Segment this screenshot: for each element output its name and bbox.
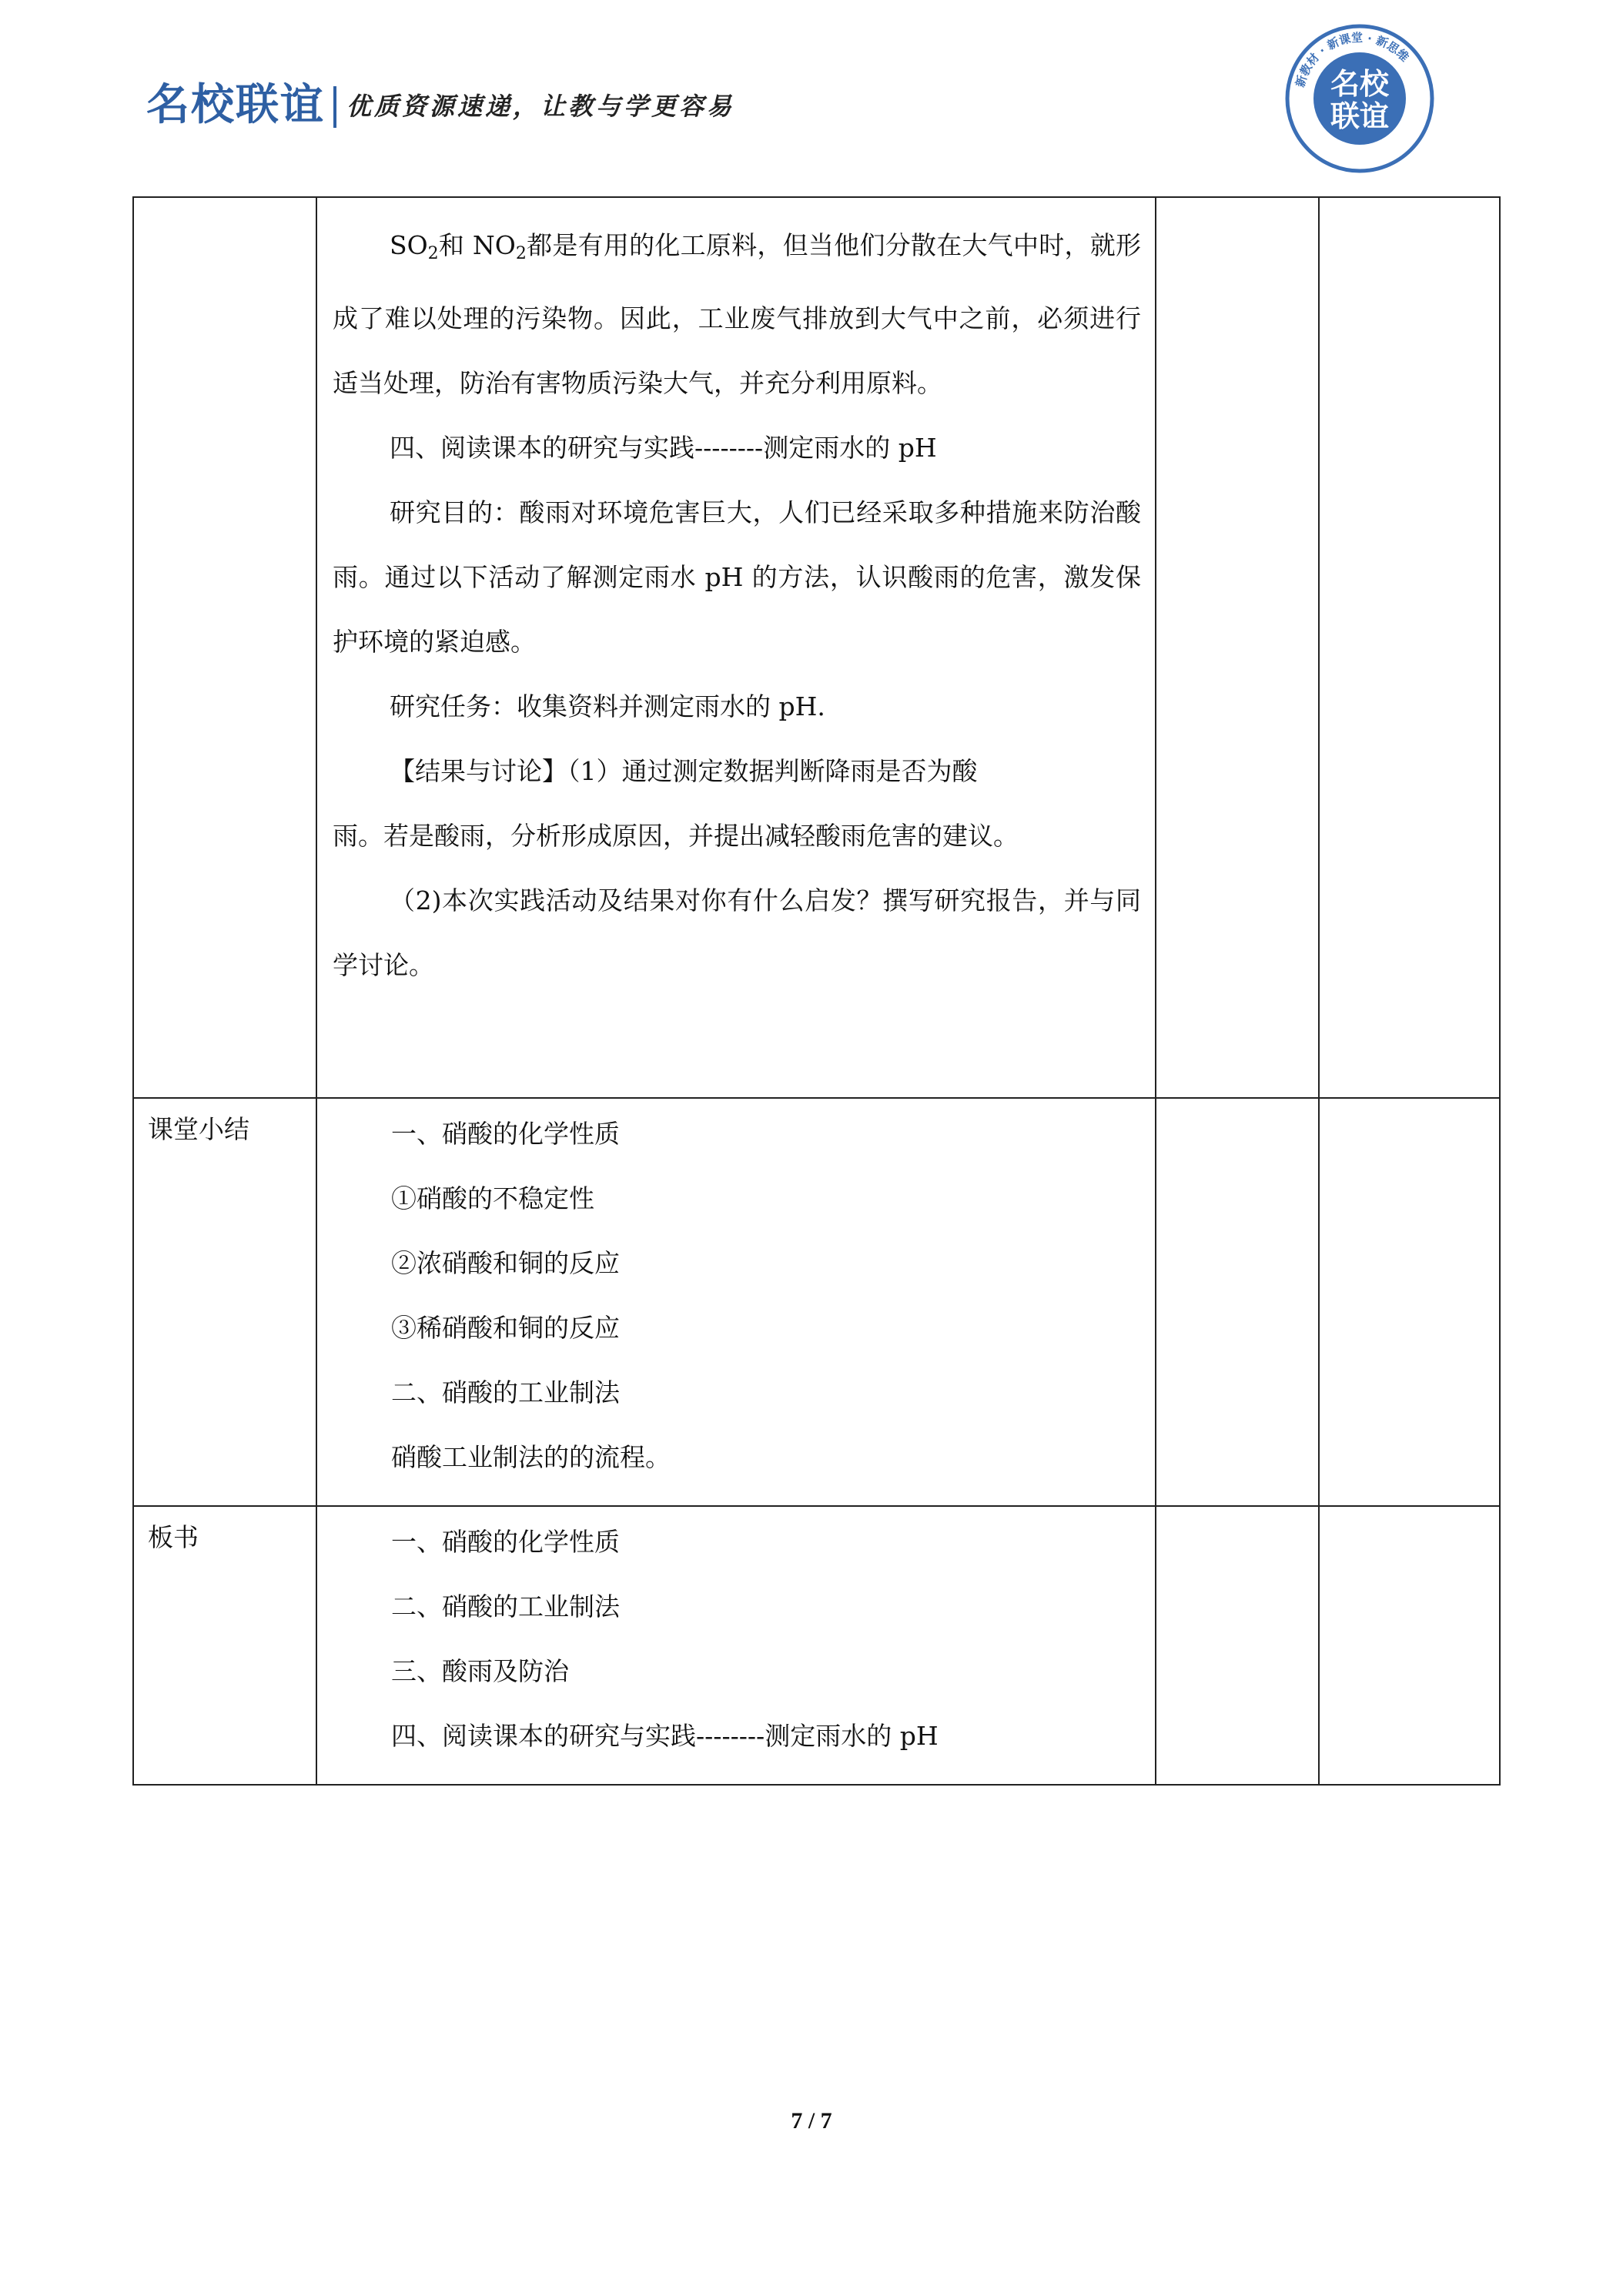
paragraph-results-discussion-1: 【结果与讨论】（1）通过测定数据判断降雨是否为酸 [390,756,978,786]
brand-divider [333,86,336,128]
blackboard-line: 一、硝酸的化学性质 [391,1527,620,1557]
svg-text:新教材 · 新课堂 · 新思维: 新教材 · 新课堂 · 新思维 [1293,30,1412,89]
paragraph-research-purpose: 研究目的：酸雨对环境危害巨大，人们已经采取多种措施来防治酸雨。通过以下活动了解测定雨水 pH 的方法，认识酸雨的危害，激发保护环境的紧迫感。 [333,497,1141,657]
table-row-activity [133,197,1500,1098]
no2-text: 和 NO [438,230,516,260]
blackboard-content-cell [316,1506,1156,1785]
no2-subscript: 2 [515,244,527,263]
empty-cell [1156,1098,1319,1506]
empty-cell [1319,197,1500,1098]
empty-cell [1156,197,1319,1098]
paragraph-results-discussion-2: （2)本次实践活动及结果对你有什么启发？撰写研究报告，并与同学讨论。 [333,885,1141,980]
summary-line: 一、硝酸的化学性质 [391,1119,620,1149]
summary-line: ①硝酸的不稳定性 [391,1183,594,1213]
summary-content-cell [316,1098,1156,1506]
brand-logo-text: 名校联谊 [146,80,325,130]
paragraph-research-task: 研究任务：收集资料并测定雨水的 pH. [390,691,825,721]
so2-subscript: 2 [427,244,439,263]
empty-cell [1319,1506,1500,1785]
activity-content-cell [316,197,1156,1098]
paragraph-pollutants [333,213,1141,416]
svg-text:名校: 名校 [1330,67,1390,101]
blackboard-line: 三、酸雨及防治 [391,1656,569,1686]
school-seal-logo [1284,23,1435,174]
table-row-blackboard [133,1506,1500,1785]
empty-cell [1156,1506,1319,1785]
page-header [0,0,1623,185]
page-number: 7 / 7 [791,2108,832,2134]
so2-text: SO [390,230,428,260]
row-label-summary: 课堂小结 [133,1098,316,1506]
empty-cell [1319,1098,1500,1506]
paragraph-pollutants-rest: 都是有用的化工原料，但当他们分散在大气中时，就形成了难以处理的污染物。因此，工业废气排放到大气中之前，必须进行适当处理，防治有害物质污染大气，并充分利用原料。 [333,230,1141,398]
paragraph-results-discussion-1-cont: 雨。若是酸雨，分析形成原因，并提出减轻酸雨危害的建议。 [333,821,1019,851]
table-row-summary [133,1098,1500,1506]
brand-tagline: 优质资源速递，让教与学更容易 [346,92,735,121]
blackboard-line: 四、阅读课本的研究与实践--------测定雨水的 pH [391,1721,939,1751]
row-label-blackboard: 板书 [133,1506,316,1785]
summary-line: ③稀硝酸和铜的反应 [391,1313,620,1343]
summary-line: 硝酸工业制法的的流程。 [391,1442,671,1472]
lesson-plan-table [132,196,1501,1786]
summary-line: ②浓硝酸和铜的反应 [391,1248,620,1278]
row-label-empty [133,197,316,1098]
blackboard-line: 二、硝酸的工业制法 [391,1591,620,1622]
summary-line: 二、硝酸的工业制法 [391,1377,620,1407]
svg-text:联谊: 联谊 [1330,99,1390,133]
paragraph-research-title: 四、阅读课本的研究与实践--------测定雨水的 pH [390,433,937,463]
